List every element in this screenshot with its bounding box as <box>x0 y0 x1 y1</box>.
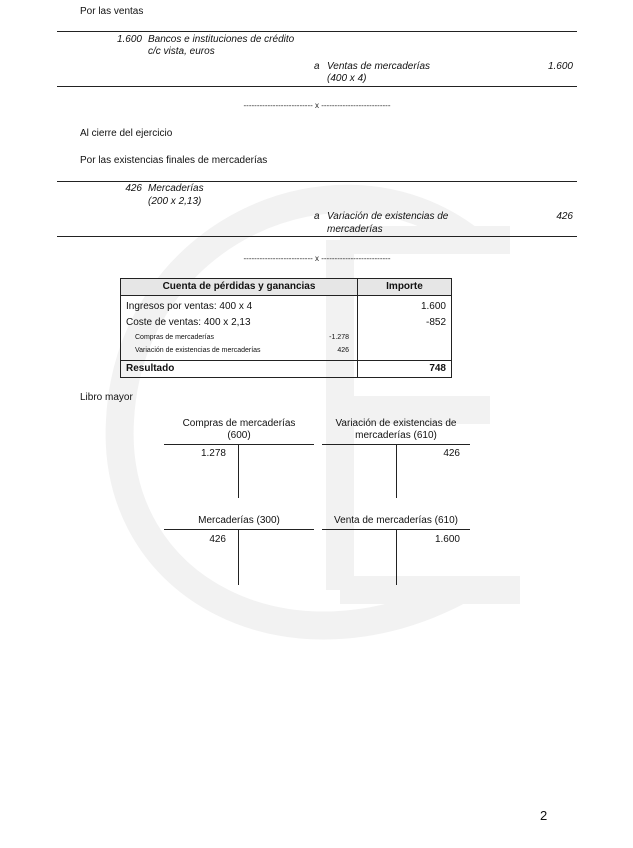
pyg-result-label: Resultado <box>126 363 175 374</box>
separator-1: -------------------------- x -------------------------- <box>243 101 391 110</box>
pyg-subrow-purchases-value: -1.278 <box>329 334 349 341</box>
journal-rule-bottom-2 <box>57 236 577 237</box>
t-account-purchases <box>164 418 314 498</box>
entry2-debit-account-line2: (200 x 2,13) <box>148 196 202 207</box>
pyg-result-amount: 748 <box>429 363 446 374</box>
t-account-title-line2: mercaderías (610) <box>355 430 437 441</box>
heading-sales: Por las ventas <box>80 6 144 17</box>
entry2-credit-a: a <box>314 211 320 222</box>
t-account-title-line2: (600) <box>227 430 251 441</box>
entry2-debit-amount: 426 <box>125 183 142 194</box>
t-account-title-line1: Variación de existencias de <box>335 418 457 429</box>
pyg-row-cost-label: Coste de ventas: 400 x 2,13 <box>126 317 251 328</box>
entry1-credit-account-line1: Ventas de mercaderías <box>327 61 431 72</box>
journal-rule-top-2 <box>57 181 577 182</box>
pyg-subrow-variation-value: 426 <box>337 347 349 354</box>
t-account-vline <box>396 529 397 585</box>
page-number: 2 <box>540 808 548 823</box>
t-account-debit: 426 <box>209 534 226 545</box>
journal-rule-bottom-1 <box>57 86 577 87</box>
t-account-vline <box>396 444 397 498</box>
t-account-title-line1: Compras de mercaderías <box>182 418 296 429</box>
ledger-heading: Libro mayor <box>80 392 133 403</box>
entry1-debit-account-line2: c/c vista, euros <box>148 46 215 57</box>
entry2-credit-amount: 426 <box>556 211 573 222</box>
entry1-credit-account-line2: (400 x 4) <box>327 73 367 84</box>
entry1-credit-amount: 1.600 <box>547 61 573 72</box>
t-account-credit: 1.600 <box>434 534 460 545</box>
pyg-subrow-purchases-label: Compras de mercaderías <box>135 334 214 341</box>
entry2-debit-account-line1: Mercaderías <box>148 183 204 194</box>
t-account-vline <box>238 529 239 585</box>
entry1-credit-a: a <box>314 61 320 72</box>
heading-stock: Por las existencias finales de mercaderías <box>80 155 268 166</box>
pyg-subrow-variation-label: Variación de existencias de mercaderías <box>135 347 261 354</box>
pyg-table <box>120 278 452 378</box>
pyg-header-amount: Importe <box>386 281 423 292</box>
entry2-credit-account-line1: Variación de existencias de <box>327 211 449 222</box>
t-account-vline <box>238 444 239 498</box>
t-account-hline <box>164 529 314 530</box>
pyg-column-divider <box>357 279 358 377</box>
t-account-merchandise <box>164 515 314 585</box>
t-account-debit: 1.278 <box>200 448 226 459</box>
journal-rule-top-1 <box>57 31 577 32</box>
heading-close: Al cierre del ejercicio <box>80 128 173 139</box>
entry1-debit-amount: 1.600 <box>116 34 142 45</box>
pyg-row-revenue-label: Ingresos por ventas: 400 x 4 <box>126 301 253 312</box>
separator-2: -------------------------- x -------------------------- <box>243 254 391 263</box>
t-account-credit: 426 <box>443 448 460 459</box>
t-account-sales <box>322 515 470 585</box>
t-account-stock-variation <box>322 418 470 498</box>
pyg-row-revenue-amount: 1.600 <box>420 301 446 312</box>
pyg-row-cost-amount: -852 <box>425 317 446 328</box>
entry1-debit-account-line1: Bancos e instituciones de crédito <box>148 34 295 45</box>
pyg-result-divider <box>121 360 451 361</box>
t-account-hline <box>164 444 314 445</box>
entry2-credit-account-line2: mercaderías <box>327 224 383 235</box>
pyg-header-account: Cuenta de pérdidas y ganancias <box>162 281 316 292</box>
t-account-title-line1: Venta de mercaderías (610) <box>334 515 458 526</box>
t-account-title-line1: Mercaderías (300) <box>198 515 280 526</box>
